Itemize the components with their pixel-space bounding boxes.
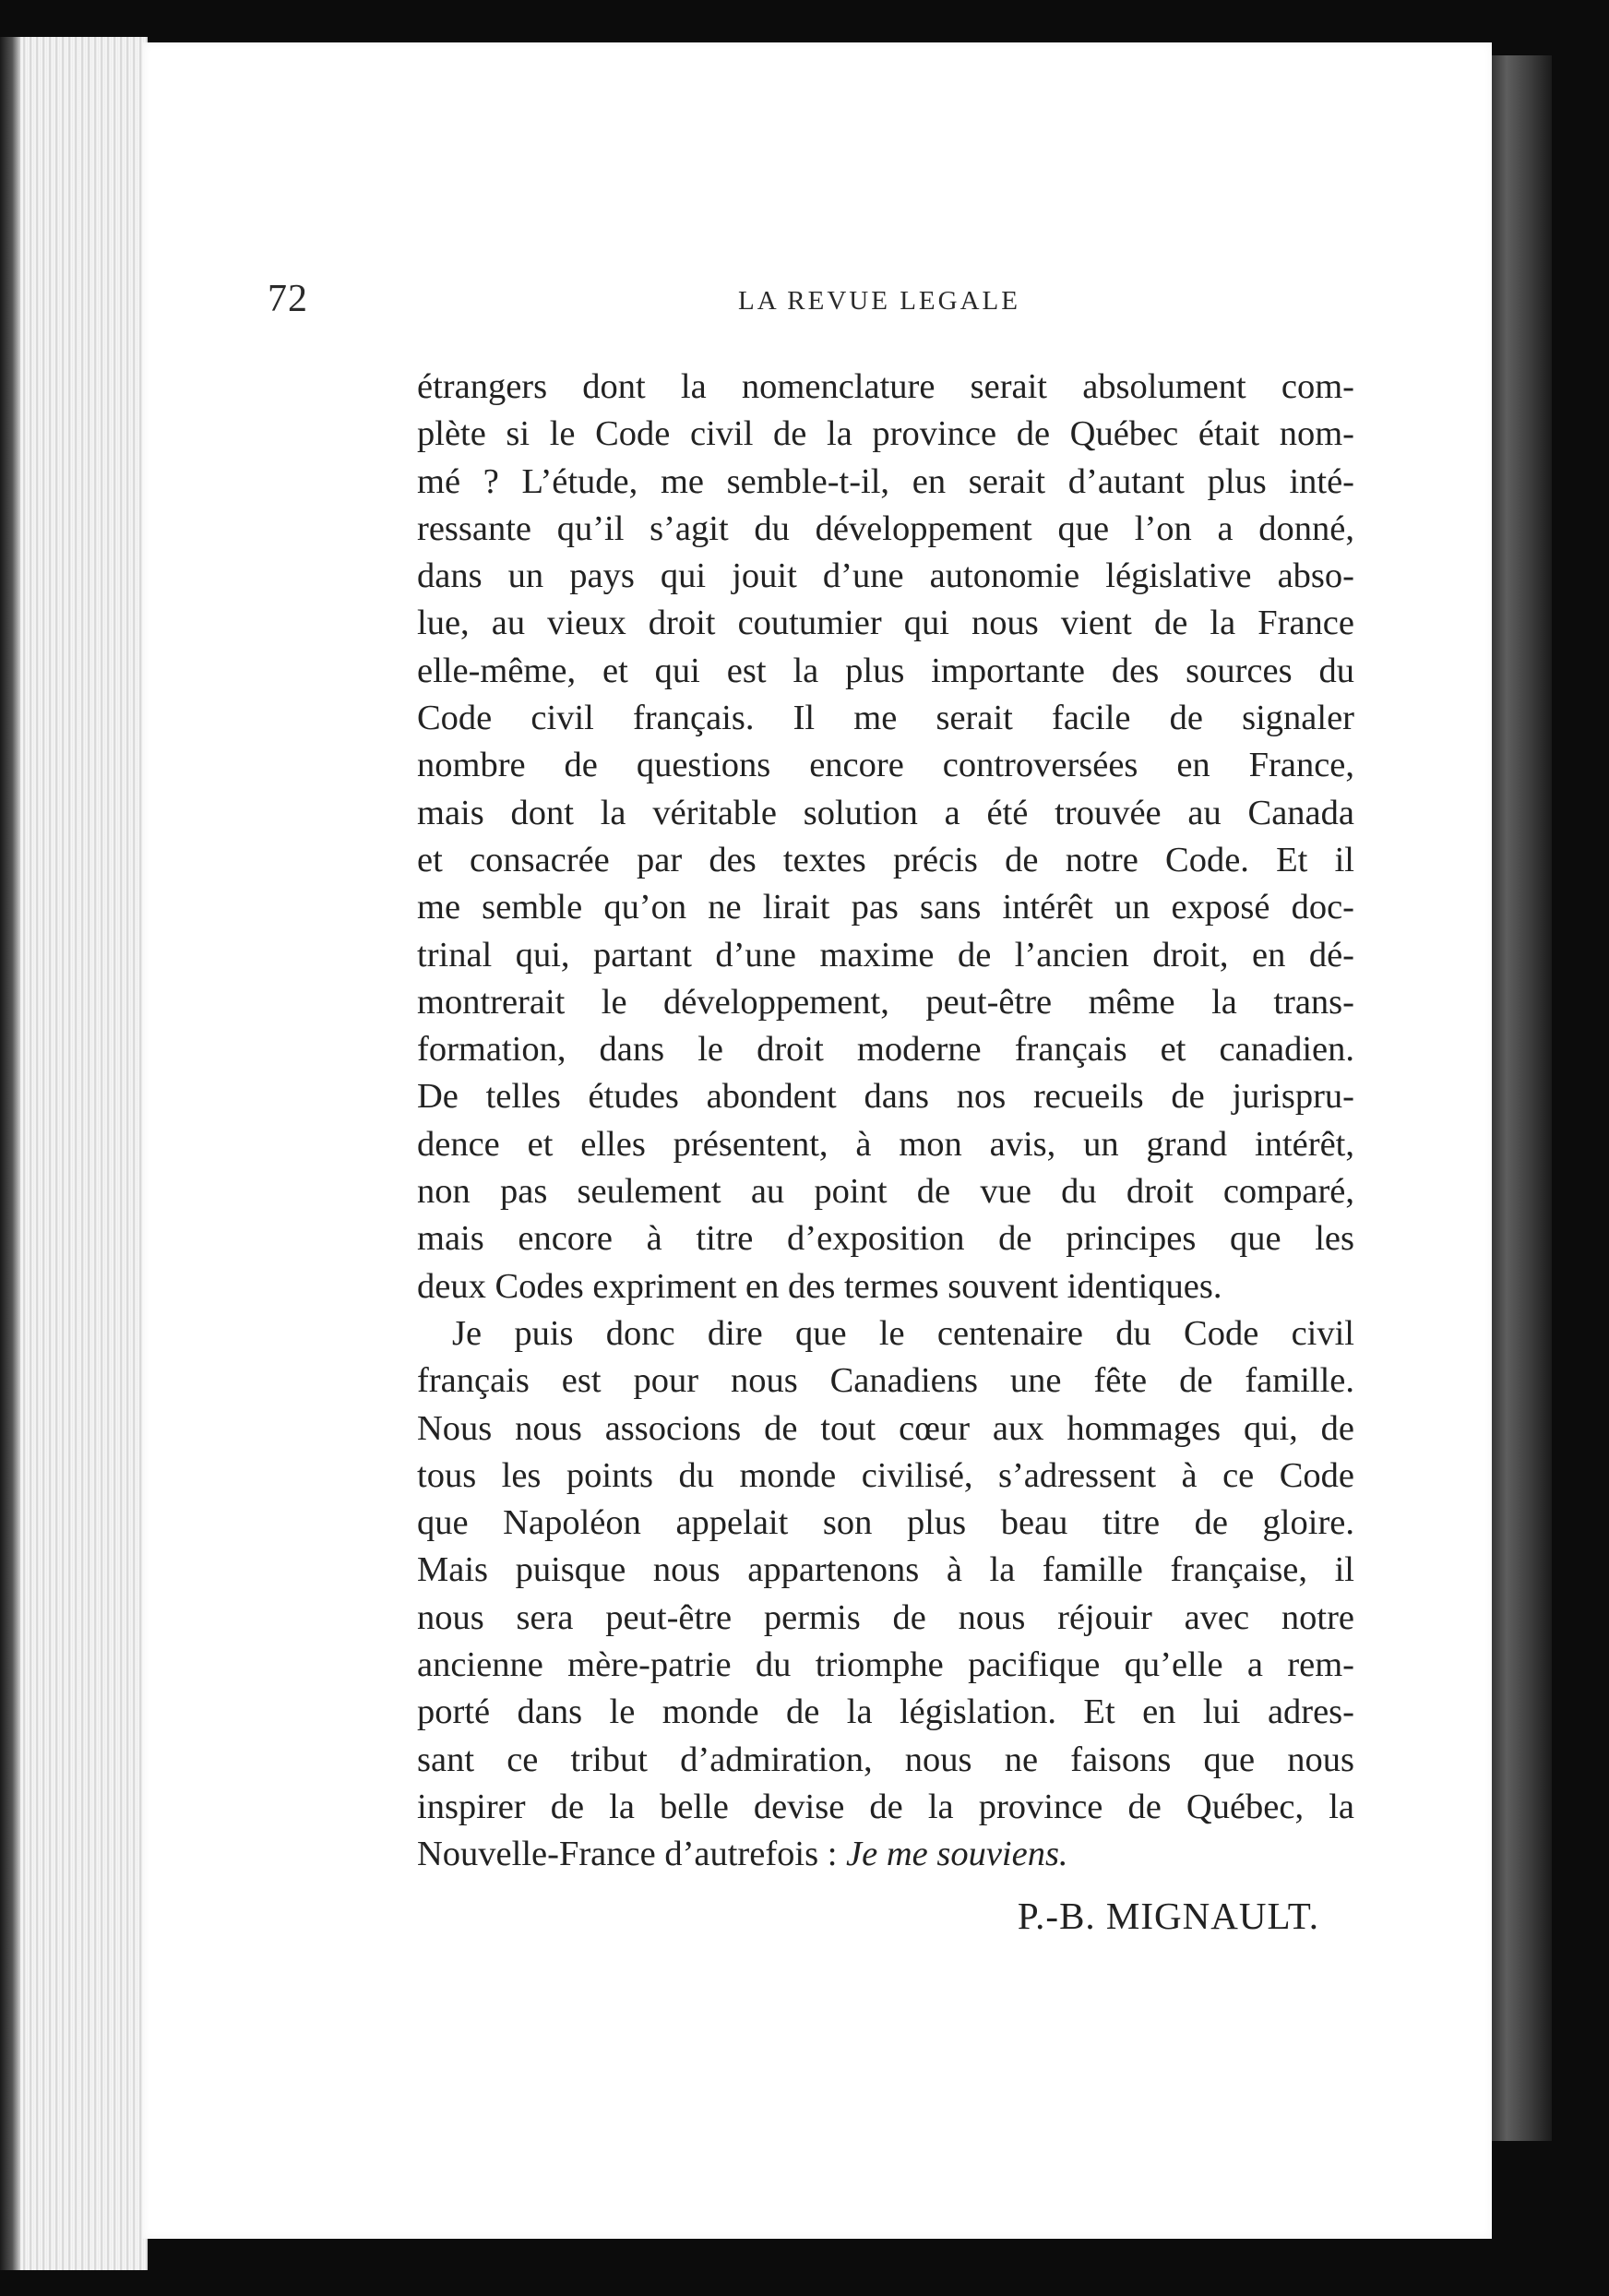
text-line: nous sera peut-être permis de nous réjouir avec notre [417,1597,1354,1637]
text-line: montrerait le développement, peut-être même la trans- [417,982,1354,1022]
page-stack-edge [0,37,148,2270]
text-line: Mais puisque nous appartenons à la famille française, il [417,1550,1354,1590]
page-number: 72 [268,278,308,320]
text-line: elle-même, et qui est la plus importante des sources du [417,651,1354,690]
text-line: sant ce tribut d’admiration, nous ne faisons que nous [417,1740,1354,1779]
text-line: nombre de questions encore controversées en France, [417,746,1354,785]
body-text [417,364,1354,1879]
final-line [417,1831,1354,1878]
text-line: porté dans le monde de la législation. Et en lui adres- [417,1692,1354,1732]
paragraph-1 [417,364,1354,1310]
author-signature: P.-B. MIGNAULT. [1017,1895,1319,1937]
text-line: plète si le Code civil de la province de Québec était nom- [417,414,1354,454]
text-line: mé ? L’étude, me semble-t-il, en serait d’autant plus inté- [417,461,1354,501]
text-line: dence et elles présentent, à mon avis, un grand intérêt, [417,1124,1354,1164]
final-line-text: Nouvelle-France d’autrefois : [417,1835,847,1874]
cover-edge [1487,55,1552,2141]
text-line: inspirer de la belle devise de la province de Québec, la [417,1787,1354,1826]
text-line: De telles études abondent dans nos recueils de jurispru- [417,1077,1354,1117]
text-line: lue, au vieux droit coutumier qui nous vient de la France [417,604,1354,643]
paragraph-2 [417,1310,1354,1879]
text-line: mais encore à titre d’exposition de principes que les [417,1219,1354,1259]
text-line: mais dont la véritable solution a été trouvée au Canada [417,793,1354,832]
text-line: trinal qui, partant d’une maxime de l’ancien droit, en dé- [417,935,1354,975]
text-line: étrangers dont la nomenclature serait absolument com- [417,367,1354,406]
text-line: Code civil français. Il me serait facile de signaler [417,699,1354,738]
text-line: Nous nous associons de tout cœur aux hommages qui, de [417,1408,1354,1448]
journal-title: LA REVUE LEGALE [738,286,1020,316]
text-line: ancienne mère-patrie du triomphe pacifique qu’elle a rem- [417,1645,1354,1685]
text-line: français est pour nous Canadiens une fête de famille. [417,1361,1354,1401]
text-line: dans un pays qui jouit d’une autonomie législative abso- [417,556,1354,596]
text-line: et consacrée par des textes précis de notre Code. Et il [417,840,1354,879]
quebec-motto: Je me souviens. [846,1835,1068,1874]
text-line: ressante qu’il s’agit du développement que l’on a donné, [417,508,1354,548]
binding-shadow [0,37,20,2270]
text-line: non pas seulement au point de vue du droit comparé, [417,1172,1354,1212]
text-line: tous les points du monde civilisé, s’adressent à ce Code [417,1455,1354,1495]
text-line: que Napoléon appelait son plus beau titre de gloire. [417,1503,1354,1543]
text-line: formation, dans le droit moderne français et canadien. [417,1030,1354,1070]
text-line: deux Codes expriment en des termes souvent identiques. [417,1266,1222,1306]
text-line: me semble qu’on ne lirait pas sans intérêt un exposé doc- [417,888,1354,927]
running-head [268,277,1310,332]
text-line: Je puis donc dire que le centenaire du Code civil [452,1313,1354,1353]
